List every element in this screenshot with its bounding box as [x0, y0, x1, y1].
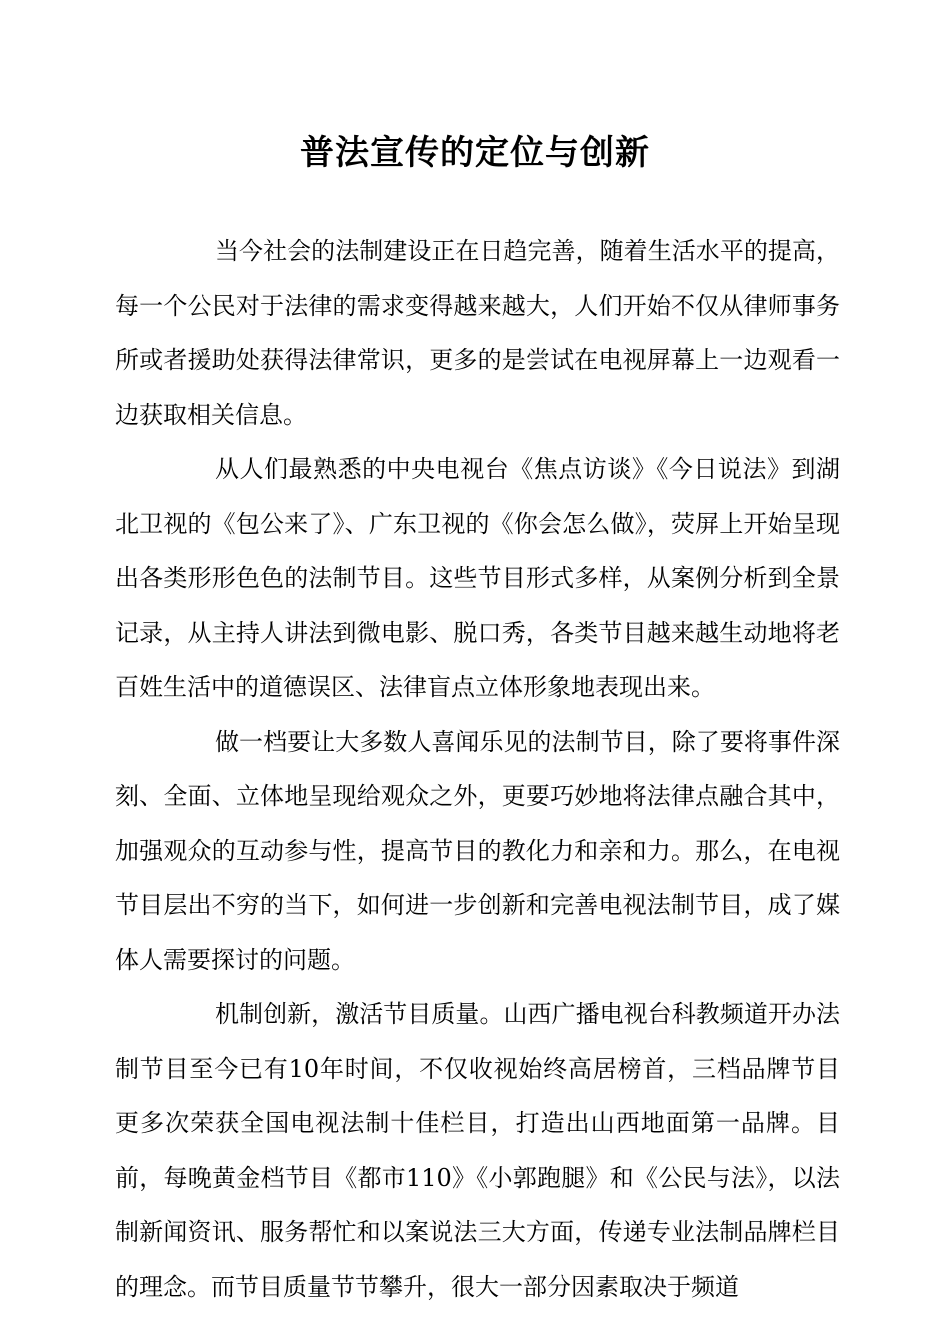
- paragraph: 当今社会的法制建设正在日趋完善，随着生活水平的提高，每一个公民对于法律的需求变得越来越大，人们开始不仅从律师事务所或者援助处获得法律常识，更多的是尝试在电视屏幕上一边观看一边获取相关信息。: [115, 237, 840, 429]
- paragraph: 机制创新，激活节目质量。山西广播电视台科教频道开办法制节目至今已有10年时间，不仅收视始终高居榜首，三档品牌节目更多次荣获全国电视法制十佳栏目，打造出山西地面第一品牌。目前，每晚黄金档节目《都市110》《小郭跑腿》和《公民与法》，以法制新闻资讯、服务帮忙和以案说法三大方面，传递专业法制品牌栏目的理念。而节目质量节节攀升，很大一部分因素取决于频道: [115, 1000, 840, 1301]
- paragraph: 做一档要让大多数人喜闻乐见的法制节目，除了要将事件深刻、全面、立体地呈现给观众之外，更要巧妙地将法律点融合其中，加强观众的互动参与性，提高节目的教化力和亲和力。那么，在电视节目层出不穷的当下，如何进一步创新和完善电视法制节目，成了媒体人需要探讨的问题。: [115, 727, 840, 974]
- document-title: 普法宣传的定位与创新: [300, 133, 650, 173]
- document-body: [115, 224, 840, 1314]
- paragraph: 从人们最熟悉的中央电视台《焦点访谈》《今日说法》到湖北卫视的《包公来了》、广东卫视的《你会怎么做》，荧屏上开始呈现出各类形形色色的法制节目。这些节目形式多样，从案例分析到全景记录，从主持人讲法到微电影、脱口秀，各类节目越来越生动地将老百姓生活中的道德误区、法律盲点立体形象地表现出来。: [115, 455, 840, 701]
